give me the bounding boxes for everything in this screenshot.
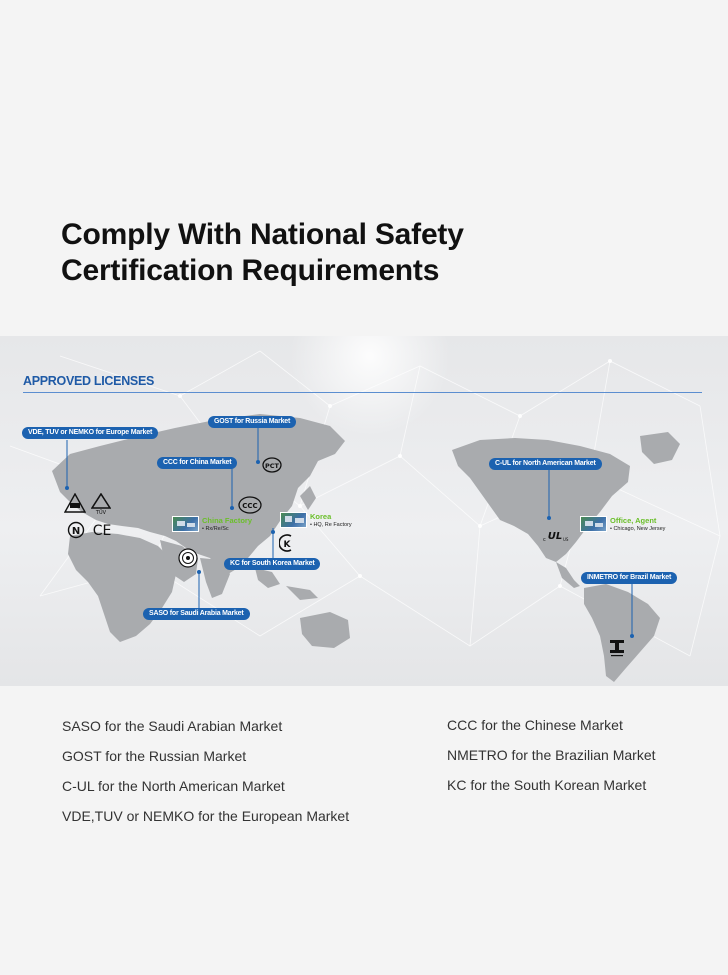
list-item: SASO for the Saudi Arabian Market <box>62 718 283 734</box>
us-office-photo <box>580 516 607 532</box>
us-office-detail: • Chicago, New Jersey <box>610 526 666 532</box>
nemko-mark-text: N <box>71 526 81 537</box>
ce-mark-icon <box>91 521 113 539</box>
tuv-mark-text: TÜV <box>95 510 107 515</box>
inmetro-mark-icon <box>608 638 626 658</box>
kc-mark-text: K <box>283 540 291 550</box>
ccc-label: CCC for China Market <box>157 457 237 469</box>
korea-site <box>310 512 352 529</box>
kc-mark-icon <box>279 534 293 552</box>
heading-divider <box>23 392 702 393</box>
list-item: CCC for the Chinese Market <box>447 717 623 733</box>
list-item: VDE,TUV or NEMKO for the European Market <box>62 808 350 824</box>
ccc-mark-text: CCC <box>242 502 258 510</box>
list-item: GOST for the Russian Market <box>62 748 247 764</box>
inmetro-label: INMETRO for Brazil Market <box>581 572 677 584</box>
korea-site-photo <box>280 512 307 528</box>
ccc-mark-icon <box>238 496 262 514</box>
continents <box>52 414 680 682</box>
kc-label: KC for South Korea Market <box>224 558 320 570</box>
vde-label: VDE, TUV or NEMKO for Europe Market <box>22 427 158 439</box>
cul-mark-c: c <box>543 537 546 543</box>
page-title <box>61 217 464 289</box>
approved-licenses-heading: APPROVED LICENSES <box>23 374 155 388</box>
page-title-line-1: Comply With National Safety <box>61 218 464 251</box>
list-item: C-UL for the North American Market <box>62 778 285 794</box>
cul-mark-us: US <box>563 537 569 542</box>
tuv-mark-icon <box>91 493 111 515</box>
china-factory-name: China Factory <box>202 516 253 525</box>
saso-label: SASO for Saudi Arabia Market <box>143 608 250 620</box>
cul-mark-text: UL <box>547 531 563 542</box>
certification-list-right <box>447 710 656 800</box>
vde-mark-icon <box>64 493 86 513</box>
gost-pct-mark-icon <box>262 456 282 474</box>
cul-mark-icon <box>541 528 569 544</box>
cul-label: C-UL for North American Market <box>489 458 602 470</box>
korea-site-detail: • HQ, Re Factory <box>310 522 352 528</box>
us-office-site <box>610 516 665 533</box>
certification-list-left <box>62 711 349 831</box>
nemko-mark-icon <box>67 521 85 539</box>
gost-label: GOST for Russia Market <box>208 416 296 428</box>
korea-site-name: Korea <box>310 512 332 521</box>
us-office-name: Office, Agent <box>610 516 657 525</box>
china-factory-detail: • Rx/Re/Sc <box>202 526 229 532</box>
ce-mark-text: CE <box>92 523 112 539</box>
approved-licenses-map <box>0 336 728 686</box>
list-item: KC for the South Korean Market <box>447 777 647 793</box>
page-title-line-2: Certification Requirements <box>61 254 440 287</box>
china-factory-photo <box>172 516 199 532</box>
saso-mark-icon <box>178 548 198 568</box>
list-item: NMETRO for the Brazilian Market <box>447 747 656 763</box>
china-factory-site <box>202 516 252 533</box>
gost-pct-mark-text: PCT <box>265 462 279 470</box>
